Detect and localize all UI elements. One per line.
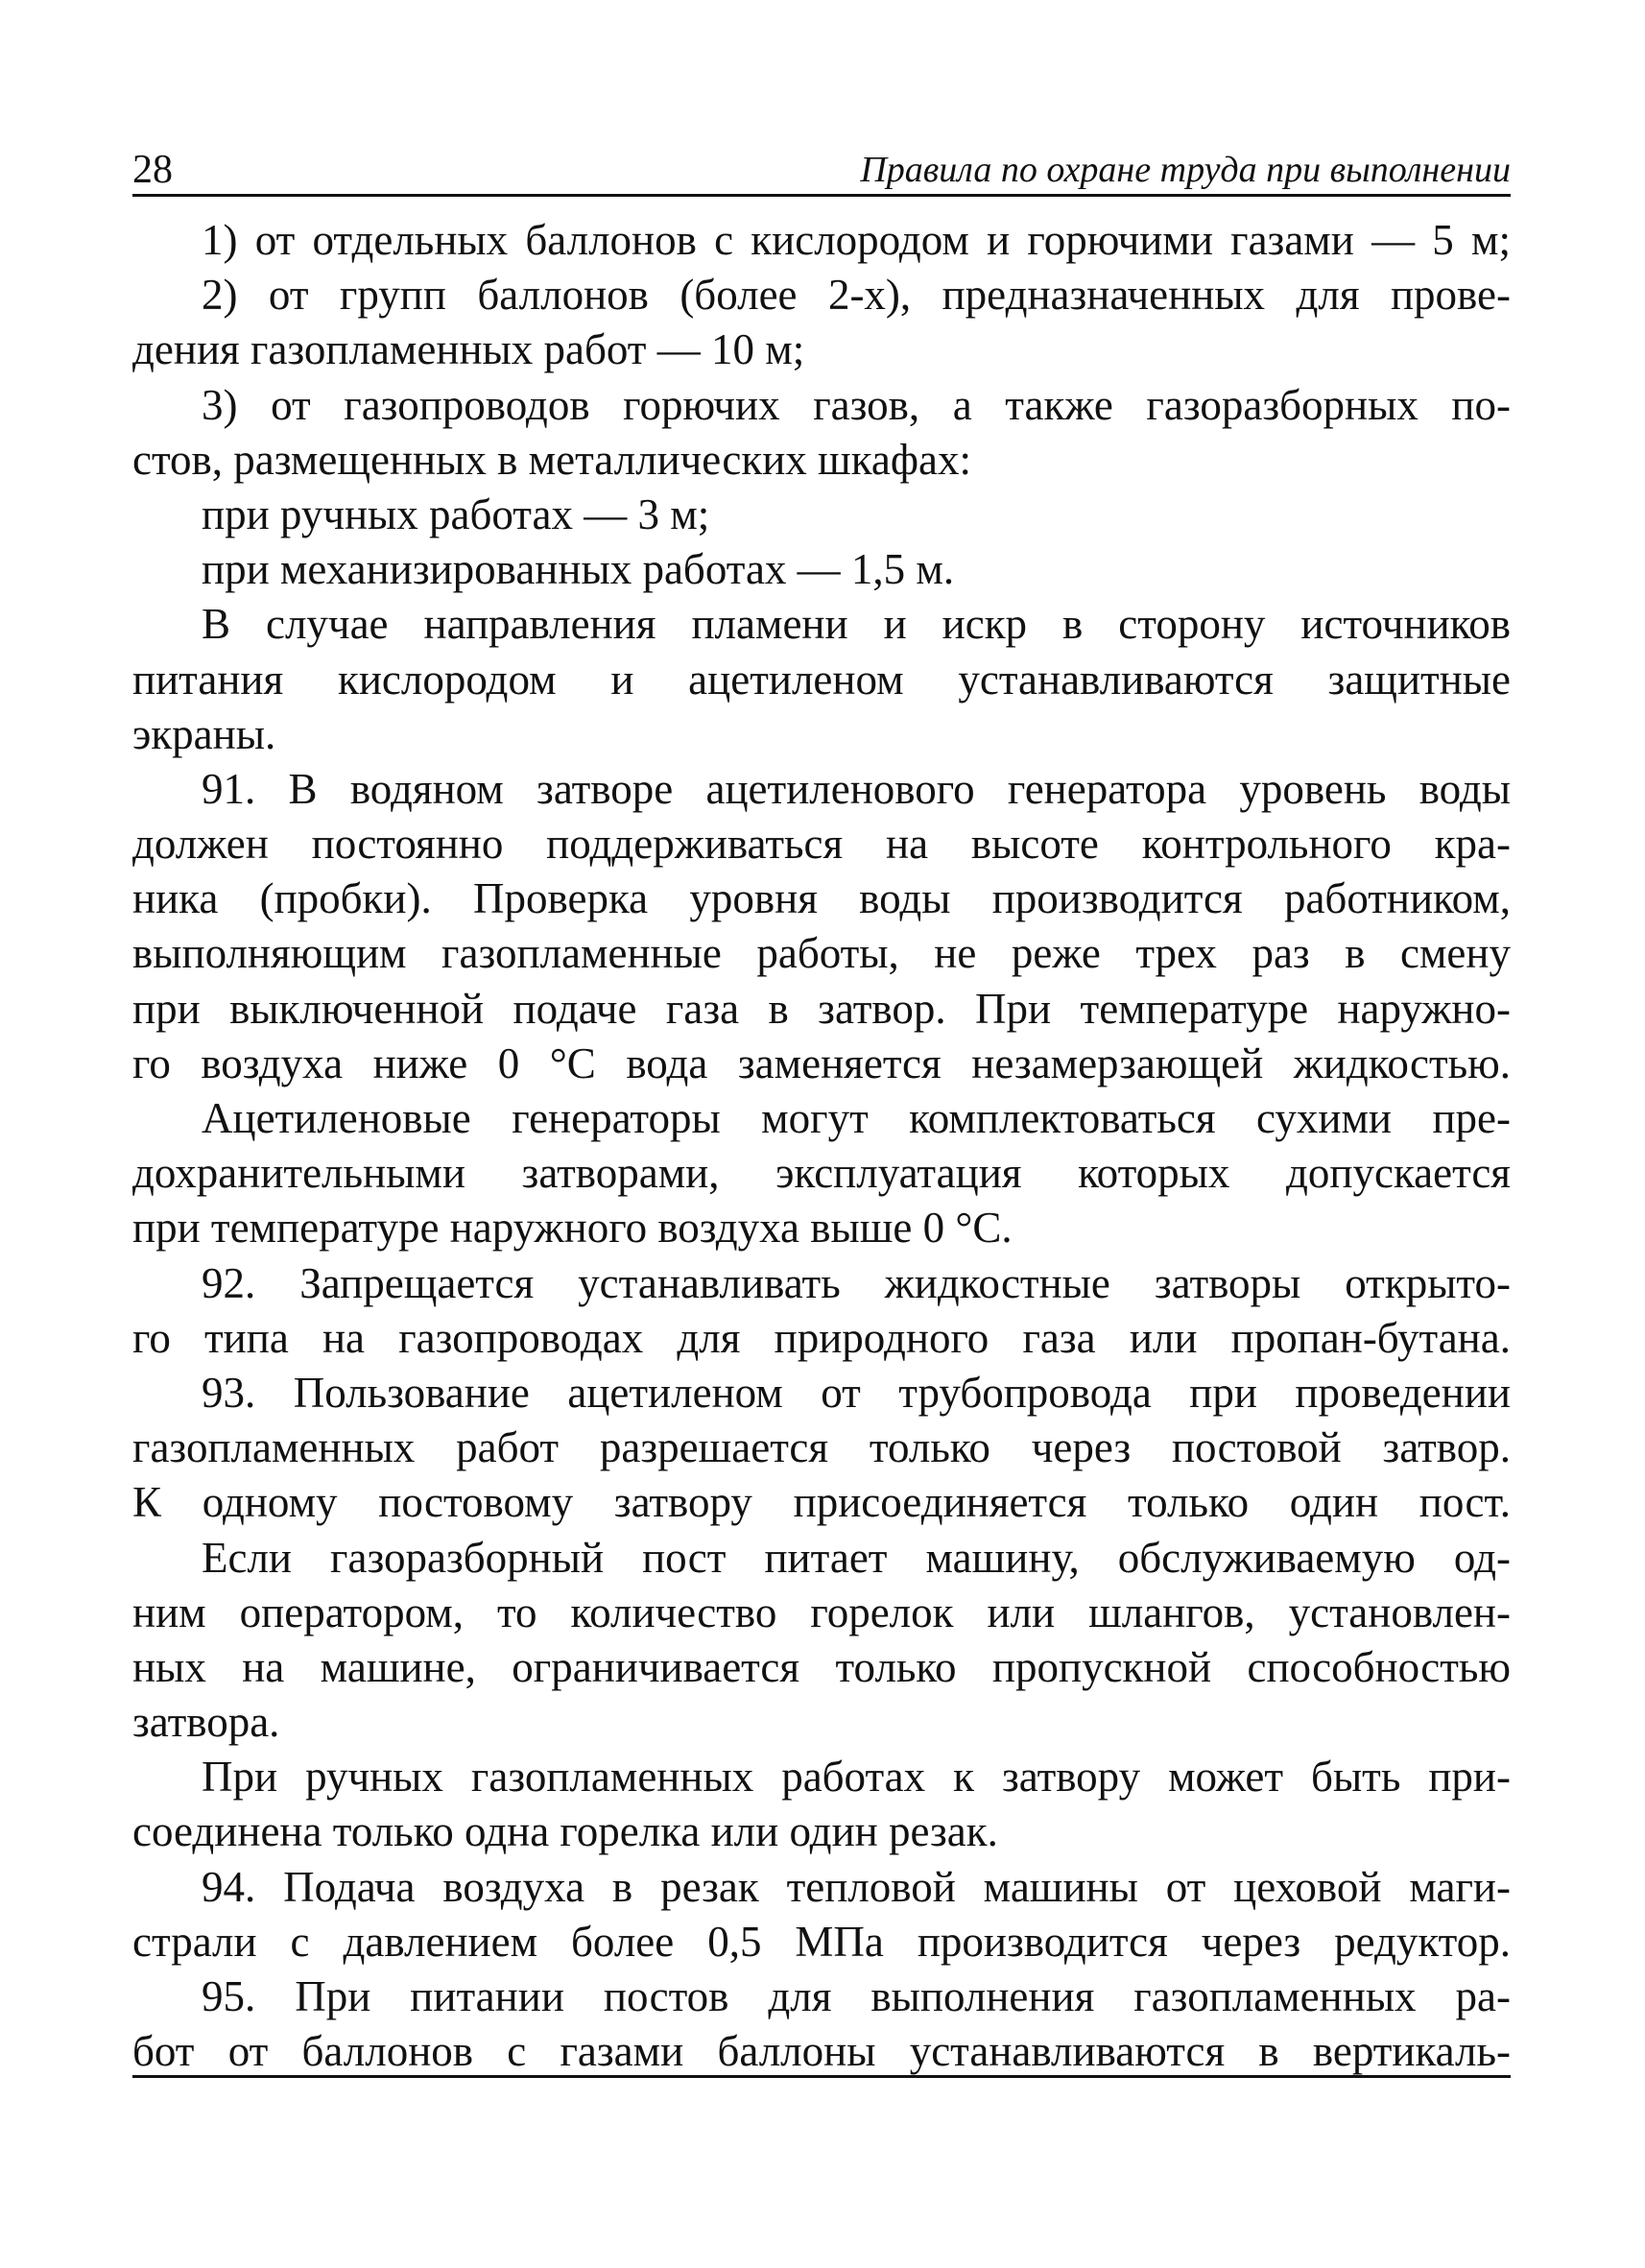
text-line: стов, размещенных в металлических шкафах: [132,435,971,484]
page-number: 28 [132,148,173,192]
text-line: при механизированных работах — 1,5 м. [202,545,955,594]
text-line: бот от баллонов с газами баллоны устанавливаются в вертикаль- [132,2027,1511,2076]
text-line: 95. При питании постов для выполнения газопламенных ра- [202,1972,1511,2020]
text-line: при ручных работах — 3 м; [202,489,710,538]
text-line: должен постоянно поддерживаться на высоте контрольного кра- [132,820,1511,869]
text-line: выполняющим газопламенные работы, не реже трех раз в смену [132,929,1511,978]
text-line: го воздуха ниже 0 °С вода заменяется незамерзающей жидкостью. [132,1039,1511,1087]
text-line: 93. Пользование ацетиленом от трубопровода при проведении [202,1368,1511,1417]
body-text [132,213,1511,2079]
text-line: газопламенных работ разрешается только через постовой затвор. [132,1423,1511,1472]
text-line: дохранительными затворами, эксплуатация которых допускается [132,1149,1511,1198]
text-line: экраны. [132,709,276,758]
running-title: Правила по охране труда при выполнении [860,150,1511,190]
text-line: 2) от групп баллонов (более 2-х), предназначенных для прове- [202,271,1511,320]
text-line: Если газоразборный пост питает машину, обслуживаемую од- [202,1533,1511,1582]
text-line: ним оператором, то количество горелок или шлангов, установлен- [132,1588,1511,1636]
text-line: 3) от газопроводов горючих газов, а также газоразборных по- [202,380,1511,429]
text-line: го типа на газопроводах для природного газа или пропан-бутана. [132,1313,1511,1362]
text-line: При ручных газопламенных работах к затвору может быть при- [202,1753,1511,1802]
text-line: В случае направления пламени и искр в сторону источников [202,600,1511,649]
text-line: питания кислородом и ацетиленом устанавливаются защитные [132,655,1511,704]
text-line: дения газопламенных работ — 10 м; [132,325,805,374]
text-line: затвора. [132,1698,280,1747]
text-line: 94. Подача воздуха в резак тепловой машины от цеховой маги- [202,1862,1511,1911]
text-line: ных на машине, ограничивается только пропускной способностью [132,1642,1511,1691]
text-line: 91. В водяном затворе ацетиленового генератора уровень воды [202,764,1511,813]
text-line: ника (пробки). Проверка уровня воды производится работником, [132,874,1511,923]
text-line: 92. Запрещается устанавливать жидкостные затворы открыто- [202,1258,1511,1307]
text-line: страли с давлением более 0,5 МПа производится через редуктор. [132,1917,1511,1966]
text-line: при выключенной подаче газа в затвор. При температуре наружно- [132,984,1511,1033]
text-line: соединена только одна горелка или один резак. [132,1807,998,1856]
text-line: при температуре наружного воздуха выше 0 °С. [132,1204,1013,1253]
text-line: Ацетиленовые генераторы могут комплектоваться сухими пре- [202,1094,1511,1142]
text-line: К одному постовому затвору присоединяется только один пост. [132,1478,1511,1527]
page-header [132,140,1511,197]
bottom-rule [132,2075,1511,2078]
text-line: 1) от отдельных баллонов с кислородом и горючими газами — 5 м; [202,216,1511,264]
